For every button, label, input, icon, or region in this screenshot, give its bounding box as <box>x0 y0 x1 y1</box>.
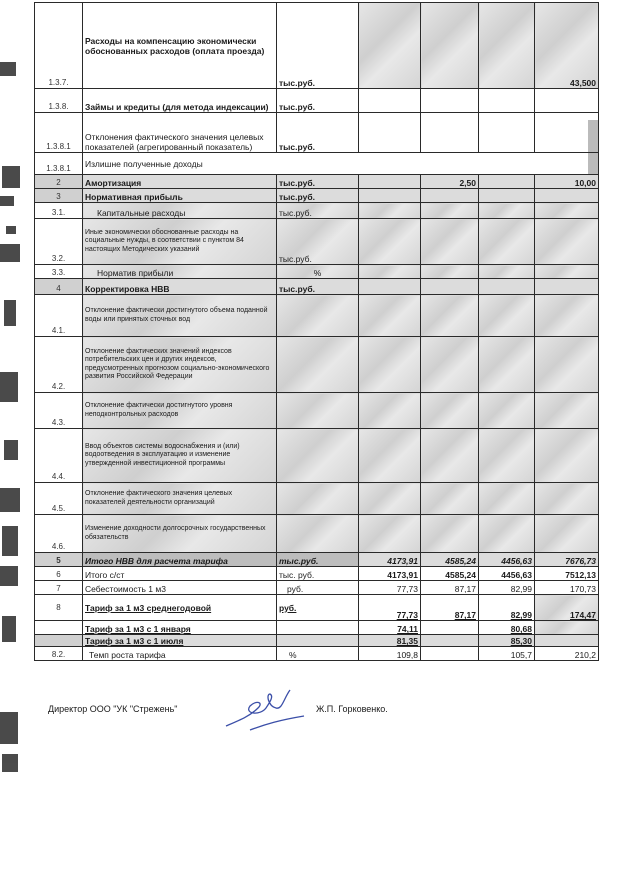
value-col-4 <box>535 113 599 153</box>
value-col-1 <box>359 113 421 153</box>
row-unit: тыс.руб. <box>277 219 359 265</box>
row-number <box>35 635 83 647</box>
value-col-2 <box>421 279 479 295</box>
value-col-2 <box>421 483 479 515</box>
value-col-3: 82,99 <box>479 581 535 595</box>
row-unit: тыс.руб. <box>277 203 359 219</box>
row-unit <box>277 635 359 647</box>
row-description: Тариф за 1 м3 с 1 июля <box>83 635 277 647</box>
value-col-4 <box>535 219 599 265</box>
row-description: Корректировка НВВ <box>83 279 277 295</box>
row-number: 1.3.8.1 <box>35 113 83 153</box>
table-row <box>35 647 599 661</box>
table-row <box>35 429 599 483</box>
table-row <box>35 635 599 647</box>
value-col-2 <box>421 337 479 393</box>
row-description: Отклонение фактических значений индексов потребительских цен и других индексов, предусмотренных прогнозом социально-экономического развития Российской Федерации <box>83 337 277 393</box>
table-row <box>35 265 599 279</box>
value-col-1: 74,11 <box>359 621 421 635</box>
row-unit: руб. <box>277 595 359 621</box>
row-description: Отклонение фактического значения целевых показателей деятельности организаций <box>83 483 277 515</box>
table-row <box>35 337 599 393</box>
row-number: 6 <box>35 567 83 581</box>
value-col-3 <box>479 295 535 337</box>
row-number: 3.3. <box>35 265 83 279</box>
row-unit: тыс.руб. <box>277 175 359 189</box>
value-col-4: 10,00 <box>535 175 599 189</box>
value-col-1: 77,73 <box>359 581 421 595</box>
row-description: Изменение доходности долгосрочных государственных обязательств <box>83 515 277 553</box>
value-col-2: 2,50 <box>421 175 479 189</box>
value-col-1: 81,35 <box>359 635 421 647</box>
value-col-2 <box>421 189 479 203</box>
value-col-1 <box>359 429 421 483</box>
value-col-1 <box>359 189 421 203</box>
table-row <box>35 483 599 515</box>
table-row <box>35 295 599 337</box>
table-row <box>35 515 599 553</box>
value-col-2 <box>421 515 479 553</box>
row-description: Амортизация <box>83 175 277 189</box>
value-col-1 <box>359 483 421 515</box>
table-row <box>35 175 599 189</box>
value-col-3: 105,7 <box>479 647 535 661</box>
value-col-4 <box>535 203 599 219</box>
value-col-1 <box>359 175 421 189</box>
row-unit: тыс.руб. <box>277 553 359 567</box>
value-col-1 <box>359 3 421 89</box>
value-col-4 <box>535 279 599 295</box>
row-number: 4 <box>35 279 83 295</box>
row-description: Норматив прибыли <box>83 265 277 279</box>
row-unit: тыс.руб. <box>277 89 359 113</box>
value-col-3: 4456,63 <box>479 567 535 581</box>
row-number: 7 <box>35 581 83 595</box>
value-col-2 <box>421 3 479 89</box>
value-col-3 <box>479 113 535 153</box>
table-row <box>35 153 599 175</box>
row-unit: % <box>277 265 359 279</box>
value-col-2 <box>421 295 479 337</box>
row-number: 3.1. <box>35 203 83 219</box>
value-col-4: 7512,13 <box>535 567 599 581</box>
value-col-1 <box>359 219 421 265</box>
table-row <box>35 393 599 429</box>
row-unit <box>277 515 359 553</box>
row-unit: руб. <box>277 581 359 595</box>
row-description: Тариф за 1 м3 среднегодовой <box>83 595 277 621</box>
value-col-1 <box>359 337 421 393</box>
table-row <box>35 567 599 581</box>
row-description: Итого с/ст <box>83 567 277 581</box>
row-unit <box>277 429 359 483</box>
row-number: 2 <box>35 175 83 189</box>
value-col-4 <box>535 515 599 553</box>
value-col-2 <box>421 635 479 647</box>
table-row <box>35 595 599 621</box>
row-description: Тариф за 1 м3 с 1 января <box>83 621 277 635</box>
table-row <box>35 89 599 113</box>
signature-block <box>48 704 448 744</box>
value-col-3 <box>479 429 535 483</box>
row-description: Итого НВВ для расчета тарифа <box>83 553 277 567</box>
row-number: 4.2. <box>35 337 83 393</box>
row-number: 1.3.8. <box>35 89 83 113</box>
row-number: 3 <box>35 189 83 203</box>
row-unit: % <box>277 647 359 661</box>
value-col-2 <box>421 429 479 483</box>
value-col-4 <box>535 189 599 203</box>
table-row <box>35 279 599 295</box>
value-col-3: 80,68 <box>479 621 535 635</box>
row-description: Ввод объектов системы водоснабжения и (или) водоотведения в эксплуатацию и изменение утвержденной инвестиционной программы <box>83 429 277 483</box>
signatory-name: Ж.П. Горковенко. <box>316 704 388 714</box>
row-number: 4.4. <box>35 429 83 483</box>
row-number: 5 <box>35 553 83 567</box>
row-description: Иные экономически обоснованные расходы на социальные нужды, в соответствии с пунктом 84 настоящих Методических указаний <box>83 219 277 265</box>
value-col-2: 4585,24 <box>421 567 479 581</box>
value-col-2: 87,17 <box>421 581 479 595</box>
row-number: 8 <box>35 595 83 621</box>
value-col-4: 174,47 <box>535 595 599 621</box>
row-number: 3.2. <box>35 219 83 265</box>
value-col-4 <box>535 483 599 515</box>
handwritten-signature <box>220 686 310 734</box>
value-col-4 <box>535 295 599 337</box>
row-number: 1.3.8.1 <box>35 153 83 175</box>
value-col-3: 85,30 <box>479 635 535 647</box>
row-description: Нормативная прибыль <box>83 189 277 203</box>
row-description: Себестоимость 1 м3 <box>83 581 277 595</box>
value-col-4 <box>535 89 599 113</box>
table-row <box>35 219 599 265</box>
value-col-4: 170,73 <box>535 581 599 595</box>
row-description: Займы и кредиты (для метода индексации) <box>83 89 277 113</box>
row-unit <box>277 621 359 635</box>
value-col-3 <box>479 203 535 219</box>
value-col-4: 210,2 <box>535 647 599 661</box>
row-unit <box>277 337 359 393</box>
value-col-1 <box>359 279 421 295</box>
value-col-3 <box>479 337 535 393</box>
row-number: 1.3.7. <box>35 3 83 89</box>
value-col-4: 7676,73 <box>535 553 599 567</box>
value-col-2 <box>421 219 479 265</box>
value-col-3 <box>479 89 535 113</box>
row-number: 8.2. <box>35 647 83 661</box>
value-col-1 <box>359 393 421 429</box>
value-col-4: 43,500 <box>535 3 599 89</box>
value-col-2 <box>421 647 479 661</box>
value-col-2 <box>421 621 479 635</box>
value-col-1: 109,8 <box>359 647 421 661</box>
value-col-3 <box>479 175 535 189</box>
row-number: 4.6. <box>35 515 83 553</box>
table-row <box>35 621 599 635</box>
row-unit: тыс. руб. <box>277 567 359 581</box>
table-row <box>35 189 599 203</box>
value-col-2: 4585,24 <box>421 553 479 567</box>
value-col-3 <box>479 393 535 429</box>
value-col-4 <box>535 429 599 483</box>
row-unit <box>277 483 359 515</box>
value-col-1 <box>359 89 421 113</box>
row-number <box>35 621 83 635</box>
table-row <box>35 203 599 219</box>
value-col-1: 4173,91 <box>359 567 421 581</box>
value-col-3 <box>479 483 535 515</box>
value-col-4 <box>535 635 599 647</box>
value-col-3 <box>479 189 535 203</box>
row-description: Отклонение фактически достигнутого объема поданной воды или принятых сточных вод <box>83 295 277 337</box>
tariff-table <box>34 2 599 661</box>
value-col-3 <box>479 279 535 295</box>
row-description: Отклонения фактического значения целевых показателей (агрегированный показатель) <box>83 113 277 153</box>
row-description: Отклонение фактически достигнутого уровня неподконтрольных расходов <box>83 393 277 429</box>
row-number: 4.5. <box>35 483 83 515</box>
row-unit <box>277 393 359 429</box>
value-col-3 <box>479 515 535 553</box>
value-col-4 <box>535 393 599 429</box>
value-col-2 <box>421 265 479 279</box>
row-unit: тыс.руб. <box>277 279 359 295</box>
table-row <box>35 553 599 567</box>
row-unit: тыс.руб. <box>277 3 359 89</box>
row-description: Расходы на компенсацию экономически обоснованных расходов (оплата проезда) <box>83 3 277 89</box>
value-col-1 <box>359 265 421 279</box>
value-col-3 <box>479 265 535 279</box>
table-row <box>35 3 599 89</box>
value-col-3: 4456,63 <box>479 553 535 567</box>
row-description: Капитальные расходы <box>83 203 277 219</box>
value-col-3 <box>479 219 535 265</box>
signatory-title: Директор ООО "УК "Стрежень" <box>48 704 178 714</box>
value-col-1 <box>359 203 421 219</box>
value-col-1 <box>359 515 421 553</box>
row-unit: тыс.руб. <box>277 189 359 203</box>
value-col-4 <box>535 621 599 635</box>
value-col-2 <box>421 203 479 219</box>
row-unit: тыс.руб. <box>277 113 359 153</box>
row-description: Излишне полученные доходы <box>83 153 599 175</box>
value-col-1 <box>359 295 421 337</box>
row-number: 4.3. <box>35 393 83 429</box>
row-unit <box>277 295 359 337</box>
value-col-4 <box>535 265 599 279</box>
row-number: 4.1. <box>35 295 83 337</box>
row-description: Темп роста тарифа <box>83 647 277 661</box>
value-col-2: 87,17 <box>421 595 479 621</box>
value-col-3: 82,99 <box>479 595 535 621</box>
value-col-2 <box>421 113 479 153</box>
value-col-1: 77,73 <box>359 595 421 621</box>
table-row <box>35 581 599 595</box>
value-col-4 <box>535 337 599 393</box>
value-col-1: 4173,91 <box>359 553 421 567</box>
table-row <box>35 113 599 153</box>
value-col-3 <box>479 3 535 89</box>
value-col-2 <box>421 393 479 429</box>
value-col-2 <box>421 89 479 113</box>
